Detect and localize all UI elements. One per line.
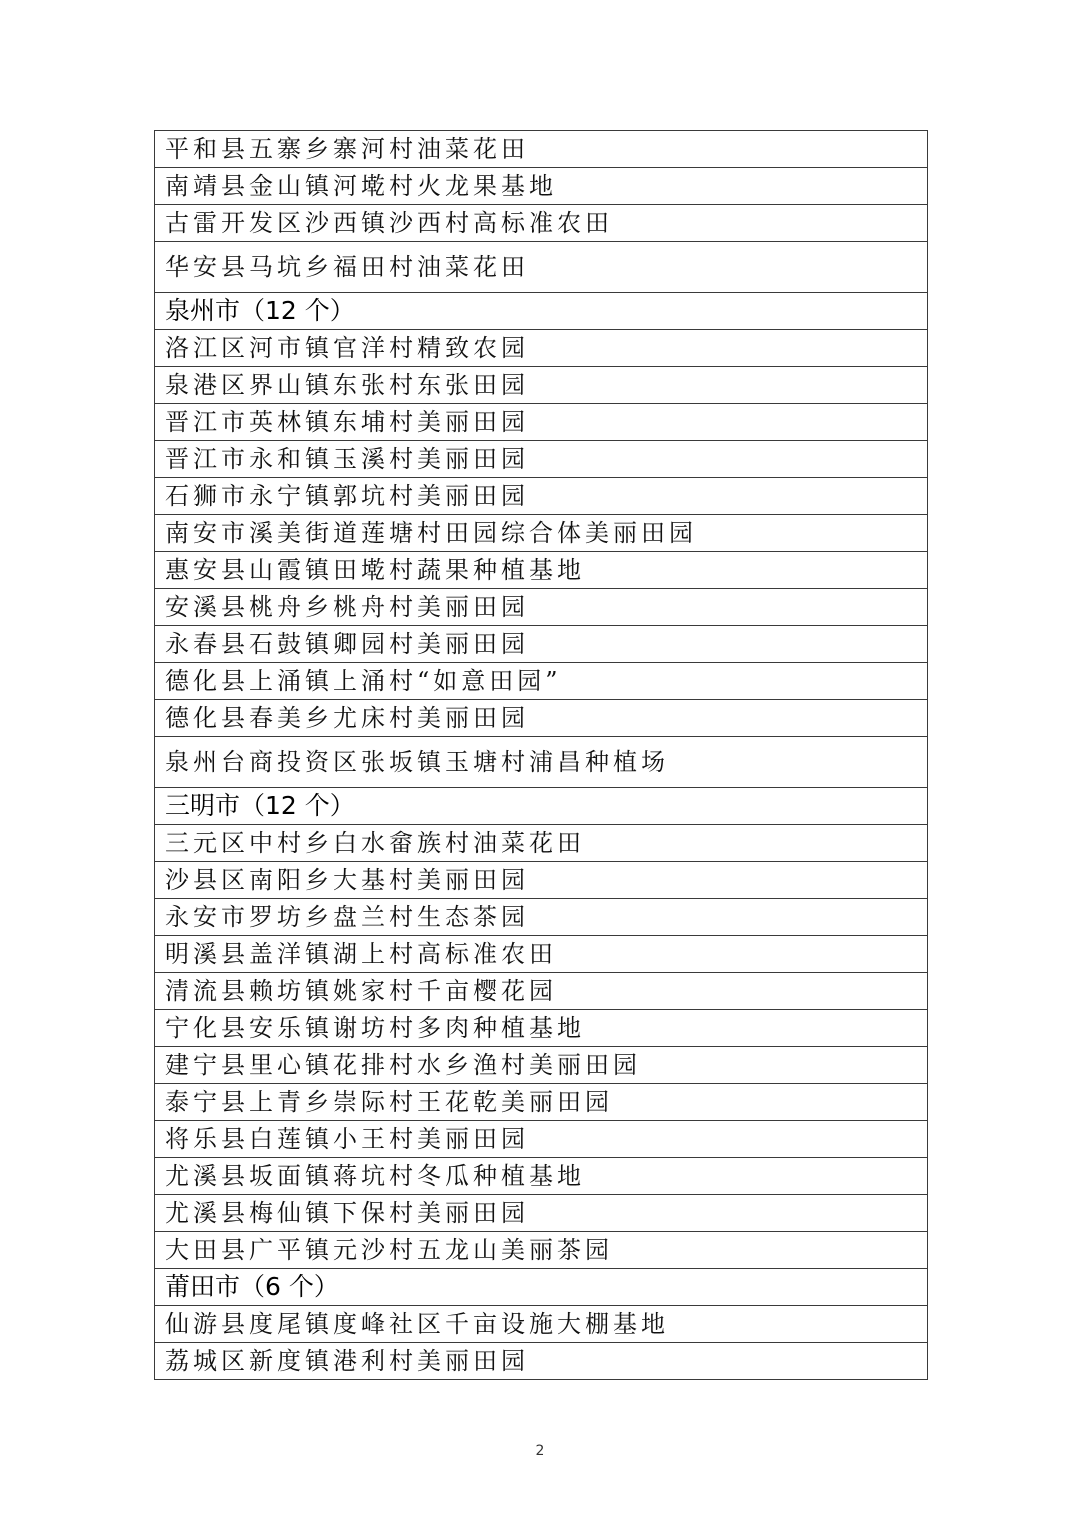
table-row (155, 478, 928, 515)
list-item: 永春县石鼓镇卿园村美丽田园 (155, 626, 928, 663)
table-row (155, 205, 928, 242)
list-item: 沙县区南阳乡大基村美丽田园 (155, 862, 928, 899)
page-number: 2 (535, 1443, 545, 1459)
list-item: 晋江市永和镇玉溪村美丽田园 (155, 441, 928, 478)
list-item: 晋江市英林镇东埔村美丽田园 (155, 404, 928, 441)
list-item: 建宁县里心镇花排村水乡渔村美丽田园 (155, 1047, 928, 1084)
table-row (155, 936, 928, 973)
list-item: 尤溪县梅仙镇下保村美丽田园 (155, 1195, 928, 1232)
list-item: 永安市罗坊乡盘兰村生态茶园 (155, 899, 928, 936)
table-row (155, 589, 928, 626)
table-row (155, 1232, 928, 1269)
table-row (155, 1195, 928, 1232)
table-row (155, 899, 928, 936)
list-item: 泉港区界山镇东张村东张田园 (155, 367, 928, 404)
list-item: 大田县广平镇元沙村五龙山美丽茶园 (155, 1232, 928, 1269)
list-item: 荔城区新度镇港利村美丽田园 (155, 1343, 928, 1380)
table-row (155, 737, 928, 788)
table-row (155, 626, 928, 663)
list-item: 泉州台商投资区张坂镇玉塘村浦昌种植场 (155, 737, 928, 788)
table-row (155, 700, 928, 737)
list-item: 南靖县金山镇河墘村火龙果基地 (155, 168, 928, 205)
table-row (155, 663, 928, 700)
section-header-row (155, 293, 928, 330)
table-row (155, 441, 928, 478)
section-header-sanming: 三明市（12 个） (155, 788, 928, 825)
table-row (155, 973, 928, 1010)
table-row (155, 242, 928, 293)
list-item: 仙游县度尾镇度峰社区千亩设施大棚基地 (155, 1306, 928, 1343)
table-row (155, 1158, 928, 1195)
list-item: 华安县马坑乡福田村油菜花田 (155, 242, 928, 293)
table-row (155, 1121, 928, 1158)
list-item: 石狮市永宁镇郭坑村美丽田园 (155, 478, 928, 515)
list-item: 宁化县安乐镇谢坊村多肉种植基地 (155, 1010, 928, 1047)
list-item: 将乐县白莲镇小王村美丽田园 (155, 1121, 928, 1158)
list-item: 安溪县桃舟乡桃舟村美丽田园 (155, 589, 928, 626)
table-row (155, 330, 928, 367)
table-row (155, 404, 928, 441)
list-item: 明溪县盖洋镇湖上村高标准农田 (155, 936, 928, 973)
table-row (155, 825, 928, 862)
table-row (155, 1306, 928, 1343)
table-row (155, 552, 928, 589)
table-row (155, 862, 928, 899)
list-item: 清流县赖坊镇姚家村千亩樱花园 (155, 973, 928, 1010)
list-item: 泰宁县上青乡崇际村王花乾美丽田园 (155, 1084, 928, 1121)
table-row (155, 1047, 928, 1084)
section-header-row (155, 788, 928, 825)
list-item: 古雷开发区沙西镇沙西村高标准农田 (155, 205, 928, 242)
garden-list-table (154, 130, 928, 1380)
table-row (155, 367, 928, 404)
list-item: 南安市溪美街道莲塘村田园综合体美丽田园 (155, 515, 928, 552)
list-item: 洛江区河市镇官洋村精致农园 (155, 330, 928, 367)
table-row (155, 515, 928, 552)
list-item: 德化县春美乡尤床村美丽田园 (155, 700, 928, 737)
section-header-quanzhou: 泉州市（12 个） (155, 293, 928, 330)
list-item: 三元区中村乡白水畲族村油菜花田 (155, 825, 928, 862)
table-row (155, 1343, 928, 1380)
list-item: 平和县五寨乡寨河村油菜花田 (155, 131, 928, 168)
section-header-putian: 莆田市（6 个） (155, 1269, 928, 1306)
table-row (155, 1084, 928, 1121)
table-row (155, 131, 928, 168)
table-row (155, 168, 928, 205)
list-item: 德化县上涌镇上涌村“如意田园” (155, 663, 928, 700)
table-row (155, 1010, 928, 1047)
list-item: 尤溪县坂面镇蒋坑村冬瓜种植基地 (155, 1158, 928, 1195)
list-item: 惠安县山霞镇田墘村蔬果种植基地 (155, 552, 928, 589)
section-header-row (155, 1269, 928, 1306)
